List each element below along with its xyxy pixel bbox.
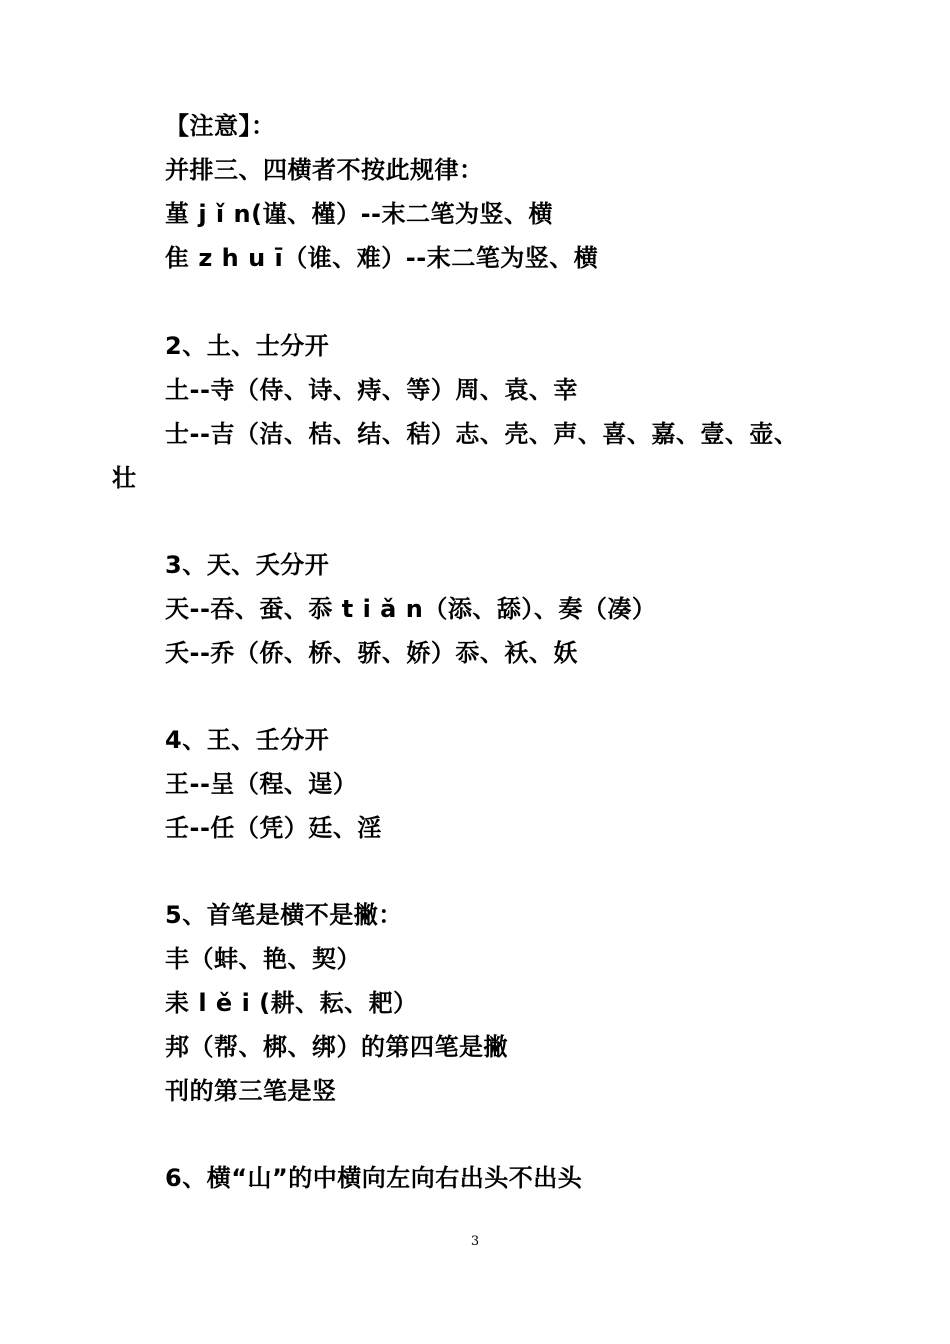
section-2-line-shi: 士--吉（洁、桔、结、秸）志、壳、声、喜、嘉、壹、壶、	[165, 420, 799, 448]
section-5-line-bang: 邦（帮、梆、绑）的第四笔是撇	[165, 1033, 508, 1061]
section-5-line-lei: 耒 l ě i (耕、耘、耙）	[165, 989, 418, 1017]
section-4-line-wang: 王--呈（程、逞）	[165, 770, 358, 798]
section-2-line-shi-continued: 壮	[112, 464, 137, 492]
section-3-heading: 3、天、夭分开	[165, 551, 330, 579]
section-3-line-tian: 天--吞、蚕、忝 t i ǎ n（添、舔）、奏（凑）	[165, 595, 657, 623]
example-line-zhui: 隹 z h u ī（谁、难）--末二笔为竖、横	[165, 244, 599, 272]
section-5-line-feng: 丰（蚌、艳、契）	[165, 945, 361, 973]
section-2-heading: 2、土、士分开	[165, 332, 330, 360]
section-4-line-ren: 壬--任（凭）廷、淫	[165, 814, 382, 842]
page-number: 3	[470, 1234, 480, 1249]
section-5-line-kan: 刊的第三笔是竖	[165, 1077, 337, 1105]
rule-exception-line: 并排三、四横者不按此规律：	[165, 156, 484, 184]
example-line-jin: 堇 j ǐ n(谨、槿）--末二笔为竖、横	[165, 200, 553, 228]
section-6-heading: 6、横“山”的中横向左向右出头不出头	[165, 1164, 583, 1192]
section-4-heading: 4、王、壬分开	[165, 726, 330, 754]
section-2-line-tu: 土--寺（侍、诗、痔、等）周、袁、幸	[165, 376, 578, 404]
section-5-heading: 5、首笔是横不是撇：	[165, 901, 403, 929]
note-heading: 【注意】：	[165, 112, 276, 140]
section-3-line-yao: 夭--乔（侨、桥、骄、娇）忝、袄、妖	[165, 639, 578, 667]
